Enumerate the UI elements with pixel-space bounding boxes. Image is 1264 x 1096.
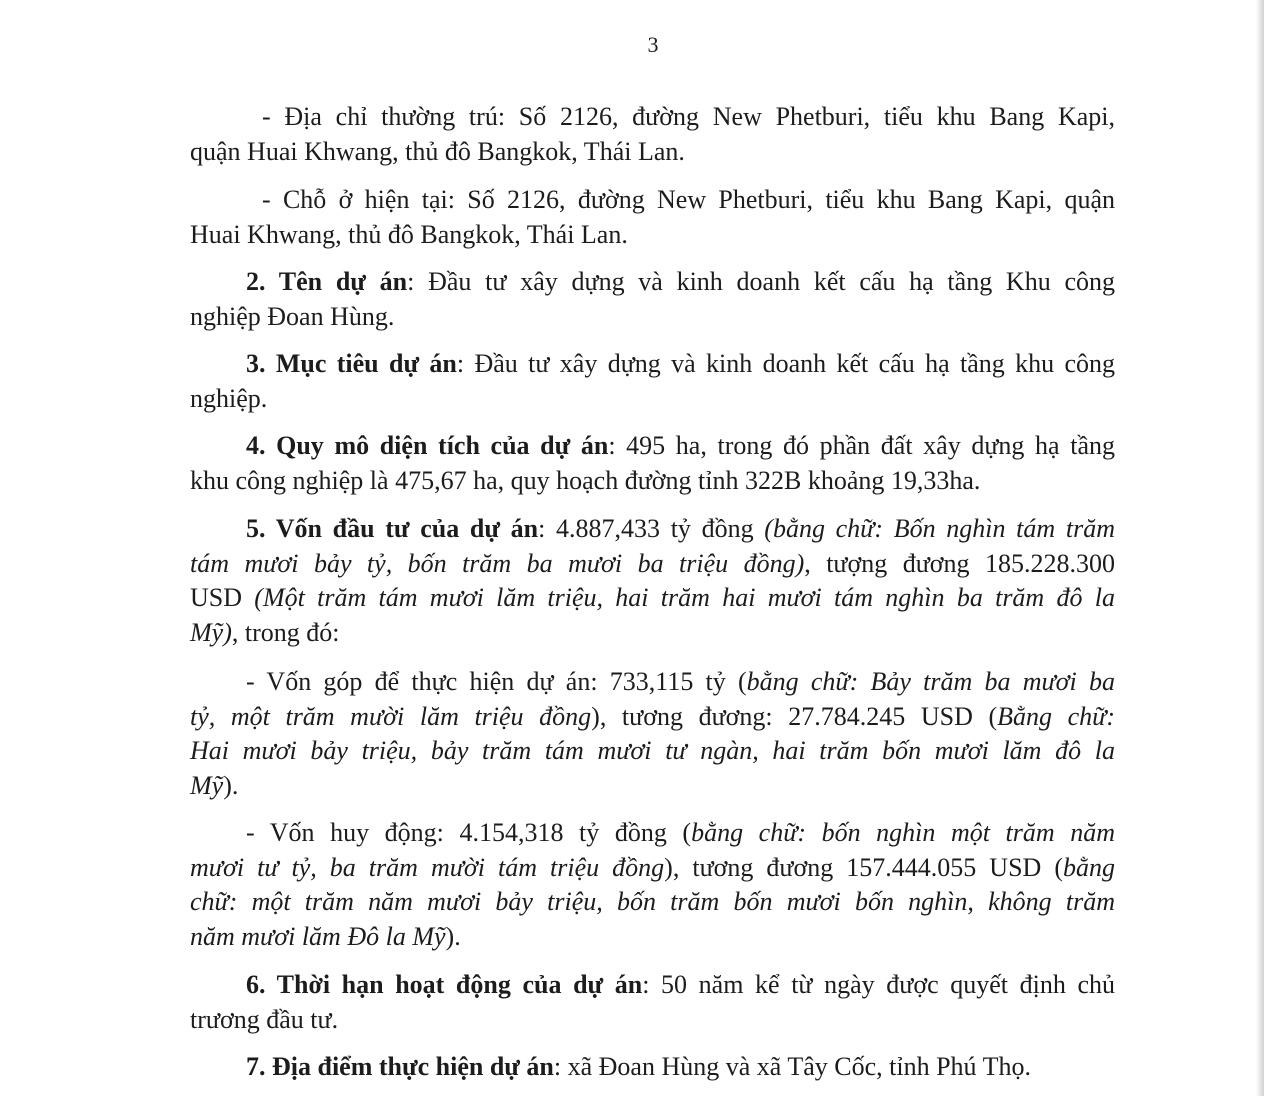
text-line bbox=[190, 734, 1115, 769]
text-run: : 50 năm kể từ ngày được quyết định chủ bbox=[642, 970, 1116, 999]
permanent-address-paragraph bbox=[190, 100, 1115, 169]
text-line bbox=[190, 816, 1115, 851]
text-run: , trong đó: bbox=[231, 617, 340, 647]
text-line bbox=[190, 885, 1115, 920]
project-scale-paragraph bbox=[190, 429, 1115, 498]
text-line: nghiệp. bbox=[190, 383, 268, 413]
text-line: - Chỗ ở hiện tại: Số 2126, đường New Phetburi, tiểu khu Bang Kapi, quận bbox=[262, 185, 1115, 214]
text-run: - Vốn góp để thực hiện dự án: 733,115 tỷ ( bbox=[246, 667, 747, 696]
text-line: quận Huai Khwang, thủ đô Bangkok, Thái Lan. bbox=[190, 136, 685, 166]
text-line bbox=[190, 968, 1115, 1003]
text-line bbox=[190, 851, 1115, 886]
text-run: ). bbox=[223, 770, 239, 800]
text-run: mươi tư tỷ, ba trăm mười tám triệu đồng bbox=[190, 852, 665, 882]
scan-edge bbox=[1256, 0, 1264, 1096]
text-line bbox=[190, 347, 1115, 382]
page-number: 3 bbox=[647, 32, 659, 57]
text-run: USD bbox=[190, 583, 255, 612]
section-label: 5. Vốn đầu tư của dự án bbox=[246, 514, 539, 543]
mobilized-capital-paragraph bbox=[190, 816, 1115, 954]
text-run: : Đầu tư xây dựng và kinh doanh kết cấu hạ tầng Khu công bbox=[407, 267, 1115, 296]
text-line bbox=[190, 581, 1115, 616]
text-run: : xã Đoan Hùng và xã Tây Cốc, tỉnh Phú Thọ. bbox=[553, 1052, 1031, 1081]
text-run: ), tương đương 157.444.055 USD ( bbox=[664, 852, 1064, 882]
text-line bbox=[190, 616, 1115, 651]
text-line: Huai Khwang, thủ đô Bangkok, Thái Lan. bbox=[190, 219, 628, 249]
text-line: - Địa chỉ thường trú: Số 2126, đường New Phetburi, tiểu khu Bang Kapi, bbox=[262, 102, 1115, 131]
text-line: trương đầu tư. bbox=[190, 1004, 339, 1034]
text-line bbox=[190, 547, 1115, 582]
text-line bbox=[190, 512, 1115, 547]
project-name-paragraph bbox=[190, 265, 1115, 334]
investment-capital-paragraph bbox=[190, 512, 1115, 650]
text-run: ), tương đương: 27.784.245 USD ( bbox=[591, 701, 998, 731]
text-line bbox=[190, 1050, 1115, 1085]
text-line bbox=[190, 920, 1115, 955]
text-run: Hai mươi bảy triệu, bảy trăm tám mươi tư ngàn, hai trăm bốn mươi lăm đô la bbox=[190, 736, 1115, 765]
contributed-capital-paragraph bbox=[190, 665, 1115, 803]
text-run: , tượng đương 185.228.300 bbox=[804, 548, 1115, 578]
text-run: tám mươi bảy tỷ, bốn trăm ba mươi ba triệu đồng) bbox=[190, 548, 805, 578]
text-run: : 4.887,433 tỷ đồng bbox=[538, 514, 765, 543]
text-run: năm mươi lăm Đô la Mỹ bbox=[190, 921, 446, 951]
text-line bbox=[190, 665, 1115, 700]
text-run: Mỹ bbox=[190, 770, 224, 800]
text-run: Bằng chữ: bbox=[997, 701, 1115, 731]
current-residence-paragraph bbox=[190, 183, 1115, 252]
text-line bbox=[190, 700, 1115, 735]
text-run: : 495 ha, trong đó phần đất xây dựng hạ tầng bbox=[608, 431, 1115, 460]
section-label: 7. Địa điểm thực hiện dự án bbox=[246, 1052, 554, 1081]
project-objective-paragraph bbox=[190, 347, 1115, 416]
text-run: (Một trăm tám mươi lăm triệu, hai trăm hai mươi tám nghìn ba trăm đô la bbox=[254, 583, 1115, 612]
text-run: chữ: một trăm năm mươi bảy triệu, bốn trăm bốn mươi bốn nghìn, không trăm bbox=[190, 887, 1115, 916]
text-run: : Đầu tư xây dựng và kinh doanh kết cấu hạ tầng khu công bbox=[456, 349, 1115, 378]
text-run: tỷ, một trăm mười lăm triệu đồng bbox=[190, 701, 592, 731]
text-line bbox=[190, 265, 1115, 300]
section-label: 3. Mục tiêu dự án bbox=[246, 349, 457, 378]
text-run: Mỹ) bbox=[190, 617, 232, 647]
section-label: 6. Thời hạn hoạt động của dự án bbox=[246, 970, 643, 999]
text-run: bằng chữ: bốn nghìn một trăm năm bbox=[691, 818, 1116, 847]
section-label: 2. Tên dự án bbox=[246, 267, 408, 296]
text-run: ). bbox=[445, 921, 461, 951]
text-run: bằng chữ: Bảy trăm ba mươi ba bbox=[746, 667, 1115, 696]
operation-duration-paragraph bbox=[190, 968, 1115, 1037]
text-line bbox=[190, 769, 1115, 804]
text-line: nghiệp Đoan Hùng. bbox=[190, 301, 395, 331]
text-line: khu công nghiệp là 475,67 ha, quy hoạch đường tỉnh 322B khoảng 19,33ha. bbox=[190, 465, 981, 495]
text-run: (bằng chữ: Bốn nghìn tám trăm bbox=[764, 514, 1115, 543]
project-location-paragraph bbox=[190, 1050, 1115, 1085]
text-line bbox=[190, 429, 1115, 464]
section-label: 4. Quy mô diện tích của dự án bbox=[246, 431, 609, 460]
text-run: - Vốn huy động: 4.154,318 tỷ đồng ( bbox=[246, 818, 692, 847]
text-run: bằng bbox=[1063, 852, 1116, 882]
